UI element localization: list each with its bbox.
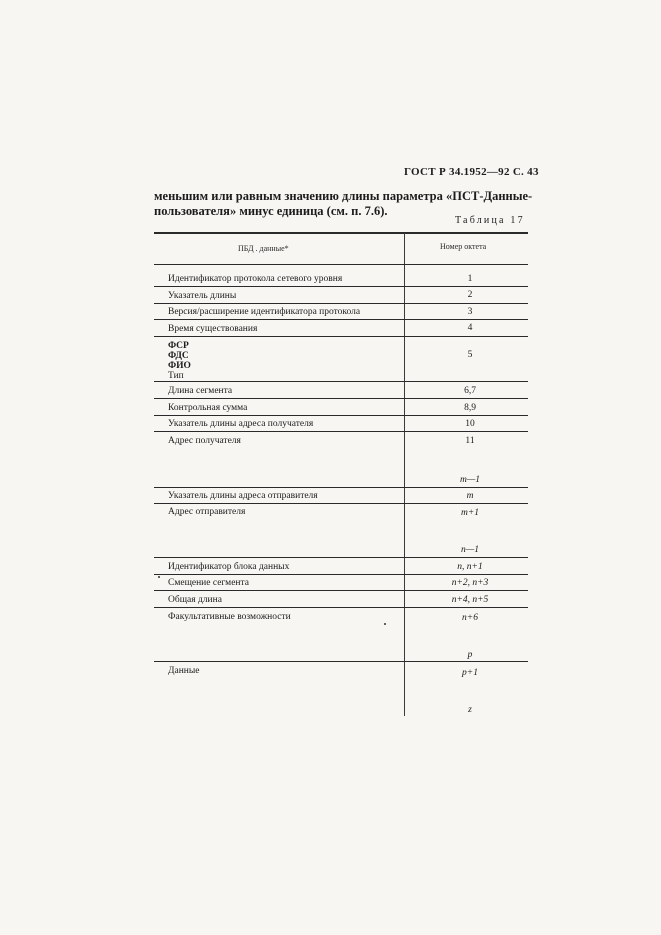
flag-type: Тип [168,371,184,381]
table-row-octet: n+2, n+3 [451,578,489,588]
table-row-octet: 5 [467,350,473,360]
table-top-rule [154,232,528,234]
table-row-octet: 8,9 [464,403,476,413]
flag-ms: ФДС [168,351,189,361]
table-row-field: Данные [168,666,200,676]
table-row-octet-end: m—1 [459,475,481,485]
table-row-octet: 1 [467,274,473,284]
table-row-field: Длина сегмента [168,386,233,396]
table-row-field: Время существования [168,324,258,334]
table-row-field: Факультативные возможности [168,612,291,622]
table-row-field: Версия/расширение идентификатора протокола [168,307,361,317]
column-header-octet: Номер октета [440,242,487,251]
row-rule [154,336,528,337]
row-rule [154,286,528,287]
row-rule [154,487,528,488]
table-row-field: Указатель длины адреса получателя [168,419,314,429]
table-row-octet: 10 [465,419,475,429]
table-row-octet: n+4, n+5 [451,595,489,605]
table-row-octet-end: p [467,650,473,660]
column-header-field: ПБД . данные* [238,244,289,253]
row-rule [154,590,528,591]
table-caption: Таблица 17 [455,215,525,226]
table-row-octet: p+1 [462,668,478,678]
table-row-octet-end: z [468,705,472,715]
table-row-octet: 3 [467,307,473,317]
table-row-field: Контрольная сумма [168,403,248,413]
row-rule [154,398,528,399]
page-header: ГОСТ Р 34.1952—92 С. 43 [404,166,539,178]
intro-line-1: меньшим или равным значению длины параметра «ПСТ-Данные- [154,189,533,203]
table-row-field: Адрес отправителя [168,507,246,517]
flags-field-stack [168,341,191,381]
table-row-octet: 4 [467,323,473,333]
row-rule [154,503,528,504]
table-row-field: Смещение сегмента [168,578,249,588]
table-row-octet: m+1 [460,508,480,518]
table-row-field: Идентификатор протокола сетевого уровня [168,274,343,284]
flag-sp: ФСР [168,341,189,351]
flag-er: ФИО [168,361,191,371]
row-rule [154,574,528,575]
row-rule [154,319,528,320]
row-rule [154,607,528,608]
table-row-field: Указатель длины адреса отправителя [168,491,318,501]
row-rule [154,381,528,382]
header-rule [154,264,528,265]
table-row-field: Идентификатор блока данных [168,562,290,572]
row-rule [154,557,528,558]
table-row-octet: m [466,491,474,501]
table-row-field: Указатель длины [168,291,237,301]
row-rule [154,303,528,304]
table-row-octet: 11 [465,436,475,446]
scan-speck [158,576,160,578]
table-row-octet: 2 [467,290,473,300]
table-row-field: Общая длина [168,595,222,605]
row-rule [154,431,528,432]
table-row-octet: n+6 [462,613,478,623]
table-row-octet-end: n—1 [461,545,479,555]
table-row-field: Адрес получателя [168,436,241,446]
table-row-octet: n, n+1 [457,562,483,572]
table-row-octet: 6,7 [464,386,476,396]
intro-line-2: пользователя» минус единица (см. п. 7.6). [154,204,388,218]
scan-speck [384,623,386,625]
row-rule [154,661,528,662]
row-rule [154,415,528,416]
